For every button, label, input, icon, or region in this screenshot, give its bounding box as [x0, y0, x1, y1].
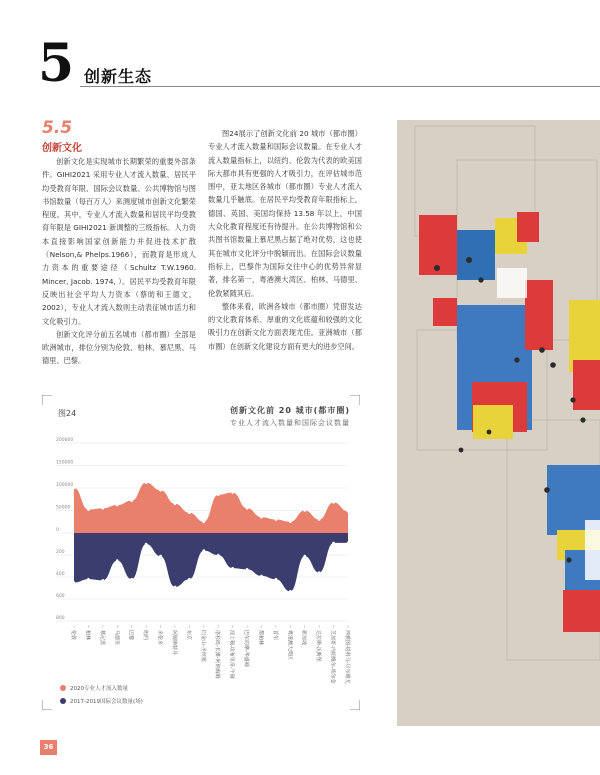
y-tick-label: 200	[56, 550, 65, 555]
section-number: 5.5	[42, 118, 73, 138]
area-chart	[42, 435, 360, 685]
y-tick-label: 200000	[56, 438, 74, 443]
conference-count-point	[174, 586, 177, 589]
conference-count-point	[102, 579, 105, 582]
conference-count-point	[188, 578, 191, 581]
figure-title: 创新文化前 20 城市(都市圈)	[229, 406, 350, 415]
x-tick-label: 慕尼黑	[98, 630, 105, 646]
y-tick-label: 800	[56, 616, 65, 621]
x-tick-label: 西雅图-塔科马-贝尔维尤	[344, 630, 350, 684]
conference-count-point	[130, 578, 133, 581]
talent-inflow-point	[289, 520, 292, 523]
y-tick-label: 600	[56, 594, 65, 599]
talent-inflow-point	[275, 518, 278, 521]
talent-inflow-point	[318, 518, 321, 521]
conference-count-point	[318, 571, 321, 574]
talent-inflow-point	[347, 510, 350, 513]
y-tick-label: 100000	[56, 483, 74, 488]
conference-count-point	[73, 581, 76, 584]
talent-inflow-point	[87, 508, 90, 511]
conference-count-point	[145, 543, 148, 546]
x-tick-label: 波士顿-坎布里奇-牛顿	[228, 630, 235, 679]
talent-inflow-point	[231, 491, 234, 494]
conference-count-point	[87, 578, 90, 581]
conference-count-point	[116, 559, 119, 562]
talent-inflow-point	[130, 499, 133, 502]
x-tick-label: 洛杉矶-长滩-阿纳海姆	[214, 630, 221, 679]
conference-count-point	[347, 542, 350, 545]
y-tick-label: 0	[56, 528, 59, 533]
paragraph: 整体来看，欧洲各城市（都市圈）凭借发达的文化教育体系、厚重的文化底蕴和较强的文化吸引力在创新文化方面表现尤佳。亚洲城市（都市圈）在创新文化建设方面有更大的进步空间。	[208, 301, 362, 351]
figure-subtitle: 专业人才流入数量和国际会议数量	[230, 419, 350, 427]
x-tick-label: 阿姆斯特丹	[170, 630, 177, 656]
legend-item	[60, 697, 143, 705]
conference-count-point	[159, 555, 162, 558]
x-tick-label: 新加坡	[300, 630, 307, 646]
plaza-photo-graphic	[397, 120, 600, 726]
talent-inflow-point	[174, 502, 177, 505]
conference-count-point	[246, 568, 249, 571]
x-tick-label: 多伦多	[156, 630, 163, 646]
conference-count-point	[303, 555, 306, 558]
y-tick-label: 50000	[56, 505, 71, 511]
figure-label: 图24	[58, 409, 77, 418]
legend-label: 2017-2019国际会议数量(场)	[70, 699, 143, 705]
conference-count-point	[260, 575, 263, 578]
legend-item	[60, 684, 128, 692]
y-tick-label: 150000	[56, 460, 74, 466]
body-column-left	[42, 155, 196, 368]
chapter-title: 创新生态	[84, 67, 153, 86]
talent-inflow-point	[145, 481, 148, 484]
conference-count-point	[275, 578, 278, 581]
x-tick-label: 马德里	[113, 630, 120, 646]
conference-count-point	[332, 542, 335, 545]
talent-inflow-point	[246, 507, 249, 510]
x-tick-label: 芝加哥-内珀维尔-埃尔金	[329, 630, 336, 684]
header-divider	[80, 86, 600, 87]
talent-inflow-area	[74, 483, 348, 533]
x-tick-label: 首尔	[271, 630, 278, 641]
x-tick-label: 旧金山-圣何塞	[199, 630, 206, 662]
conference-count-point	[231, 567, 234, 570]
x-tick-label: 巴黎	[127, 630, 134, 641]
x-tick-label: 都柏林	[257, 630, 264, 646]
conference-count-area	[74, 533, 348, 591]
talent-inflow-point	[202, 520, 205, 523]
x-tick-label: 伦敦	[70, 630, 76, 641]
conference-count-point	[289, 590, 292, 593]
x-tick-label: 柏林	[84, 630, 91, 641]
talent-inflow-point	[303, 509, 306, 512]
y-tick-label: 400	[56, 572, 65, 577]
conference-count-point	[202, 549, 205, 552]
legend-swatch	[60, 685, 66, 691]
talent-inflow-point	[116, 504, 119, 507]
x-tick-label: 纽约	[142, 630, 149, 641]
paragraph: 创新文化评分前五名城市（都市圈）全部是欧洲城市，排位分别为伦敦、柏林、慕尼黑、马德里、巴黎。	[42, 329, 196, 366]
body-column-right	[208, 127, 362, 353]
talent-inflow-point	[102, 507, 105, 510]
legend-swatch	[60, 698, 66, 704]
paragraph: 图24展示了创新文化前 20 城市（都市圈）专业人才流入数量和国际会议数量。在专业人才流入数量指标上，以纽约、伦敦为代表的欧美国际大都市具有更强的人才吸引力，在评估城市范围中，亚太地区各城市（都市圈）专业人才流入数量几乎触底。在居民平均受教育年限指标上，德国、英国、美国均保持 13.58 年以上，中国大众化教育程度还有待提升。在公共博物馆和公共图书馆数量上慕尼黑占据了绝对优势，这也使其在城市文化评分中脱颖而出。在国际会议数量指标上，巴黎作为国际交往中心的优势异常显著，排名第一，粤港澳大湾区、柏林、马德里、伦敦紧随其后。	[208, 129, 362, 298]
section-title: 创新文化	[42, 143, 82, 154]
conference-count-point	[217, 554, 220, 557]
talent-inflow-point	[159, 489, 162, 492]
legend-label: 2020专业人才流入数量	[70, 686, 128, 692]
talent-inflow-point	[188, 511, 191, 514]
talent-inflow-point	[332, 501, 335, 504]
talent-inflow-point	[217, 493, 220, 496]
x-tick-label: 粤港澳大湾区	[286, 630, 293, 661]
paragraph: 创新文化是实现城市长期繁荣的重要外部条件。GIHI2021 采用专业人才流入数量、居民平均受教育年限、国际会议数量、公共博物馆与图书馆数量（每百万人）来测度城市创新文化繁荣程度。其中，专业人才流入数量和居民平均受教育年限是 GIHI2021 新调整的三级指标。人力资本直接影响国家创新能力并促进技术扩散（Nelson,& Phelps.1966），而教育是形成人力资本的重要途径（Schultz T.W.1960. Mincer, Jacob. 1974, ）。居民平均受教育年限反映出社会平均人力资本（蔡昉和王德文，2002），专业人才流入数则主动表征城市活力和文化吸引力。	[42, 157, 196, 326]
x-tick-label: 达拉斯-沃斯堡	[315, 630, 322, 662]
talent-inflow-point	[260, 516, 263, 519]
page-number: 36	[40, 740, 57, 755]
plaza-photo	[397, 120, 600, 726]
x-tick-label: 巴尔的摩-华盛顿	[243, 630, 250, 667]
chapter-number: 5	[38, 33, 75, 94]
x-tick-label: 东京	[185, 630, 192, 641]
